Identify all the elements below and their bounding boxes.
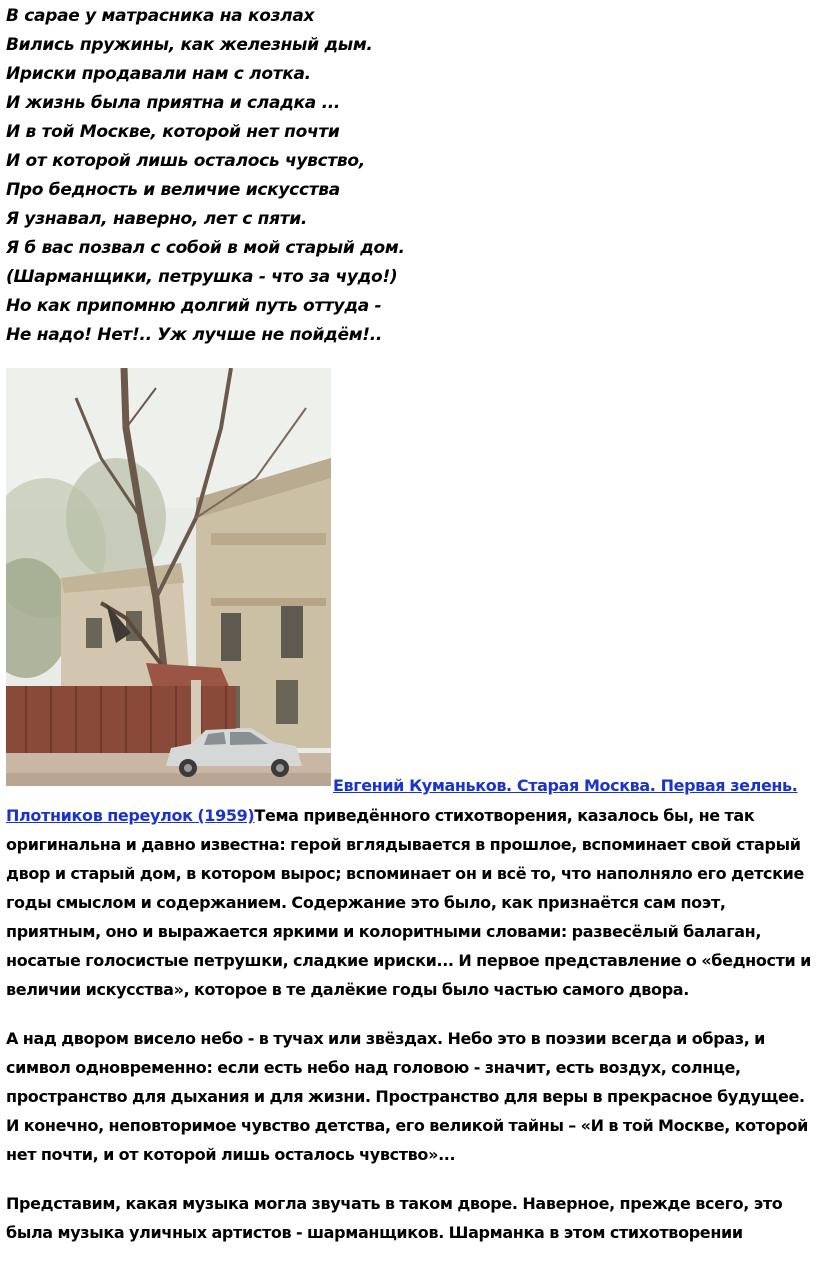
paragraph-2: А над двором висело небо - в тучах или звёздах. Небо это в поэзии всегда и образ, и символ одновременно: если есть небо над головою - значит, есть воздух, солнце, пространство для дыхания и для жизни. Пространство для веры в прекрасное будущее. И конечно, неповторимое чувство детства, его великой тайны – «И в той Москве, которой нет почти, и от которой лишь осталось чувство»...: [6, 1029, 808, 1164]
painting-caption-link-continued[interactable]: Плотников переулок (1959): [6, 806, 255, 825]
poem-line: В сарае у матрасника на козлах: [6, 6, 315, 26]
poem-line: Вились пружины, как железный дым.: [6, 35, 373, 55]
paragraph-1-text: Тема приведённого стихотворения, казалось бы, не так оригинальна и давно известна: герой вглядывается в прошлое, вспоминает свой старый двор и старый дом, в котором вырос; вспоминает он и всё то, что наполняло его детские годы смыслом и содержанием. Содержание это было, как признаётся сам поэт, приятным, оно и выражается яркими и колоритными словами: развесёлый балаган, носатые голосистые петрушки, сладкие ириски... И первое представление о «бедности и величии искусства», которое в те далёкие годы было частью самого двора.: [6, 806, 811, 999]
poem-line: Не надо! Нет!.. Уж лучше не пойдём!..: [6, 325, 383, 345]
poem-line: И в той Москве, которой нет почти: [6, 122, 340, 142]
poem-line: Я узнавал, наверно, лет с пяти.: [6, 209, 308, 229]
poem-line: Про бедность и величие искусства: [6, 180, 340, 200]
poem-line: И жизнь была приятна и сладка ...: [6, 93, 341, 113]
painting-image[interactable]: [6, 368, 331, 786]
painting-caption-link[interactable]: Евгений Куманьков. Старая Москва. Первая зелень.: [333, 776, 798, 795]
poem: [6, 2, 405, 350]
poem-line: Ириски продавали нам с лотка.: [6, 64, 311, 84]
paragraph-3: Представим, какая музыка могла звучать в таком дворе. Наверное, прежде всего, это была музыка уличных артистов - шарманщиков. Шарманка в этом стихотворении: [6, 1194, 783, 1242]
poem-line: Я б вас позвал с собой в мой старый дом.: [6, 238, 405, 258]
poem-line: И от которой лишь осталось чувство,: [6, 151, 365, 171]
painting-svg: [6, 368, 331, 786]
poem-line: (Шарманщики, петрушка - что за чудо!): [6, 267, 398, 287]
paragraph-1: [6, 801, 814, 1004]
poem-line: Но как припомню долгий путь оттуда -: [6, 296, 382, 316]
